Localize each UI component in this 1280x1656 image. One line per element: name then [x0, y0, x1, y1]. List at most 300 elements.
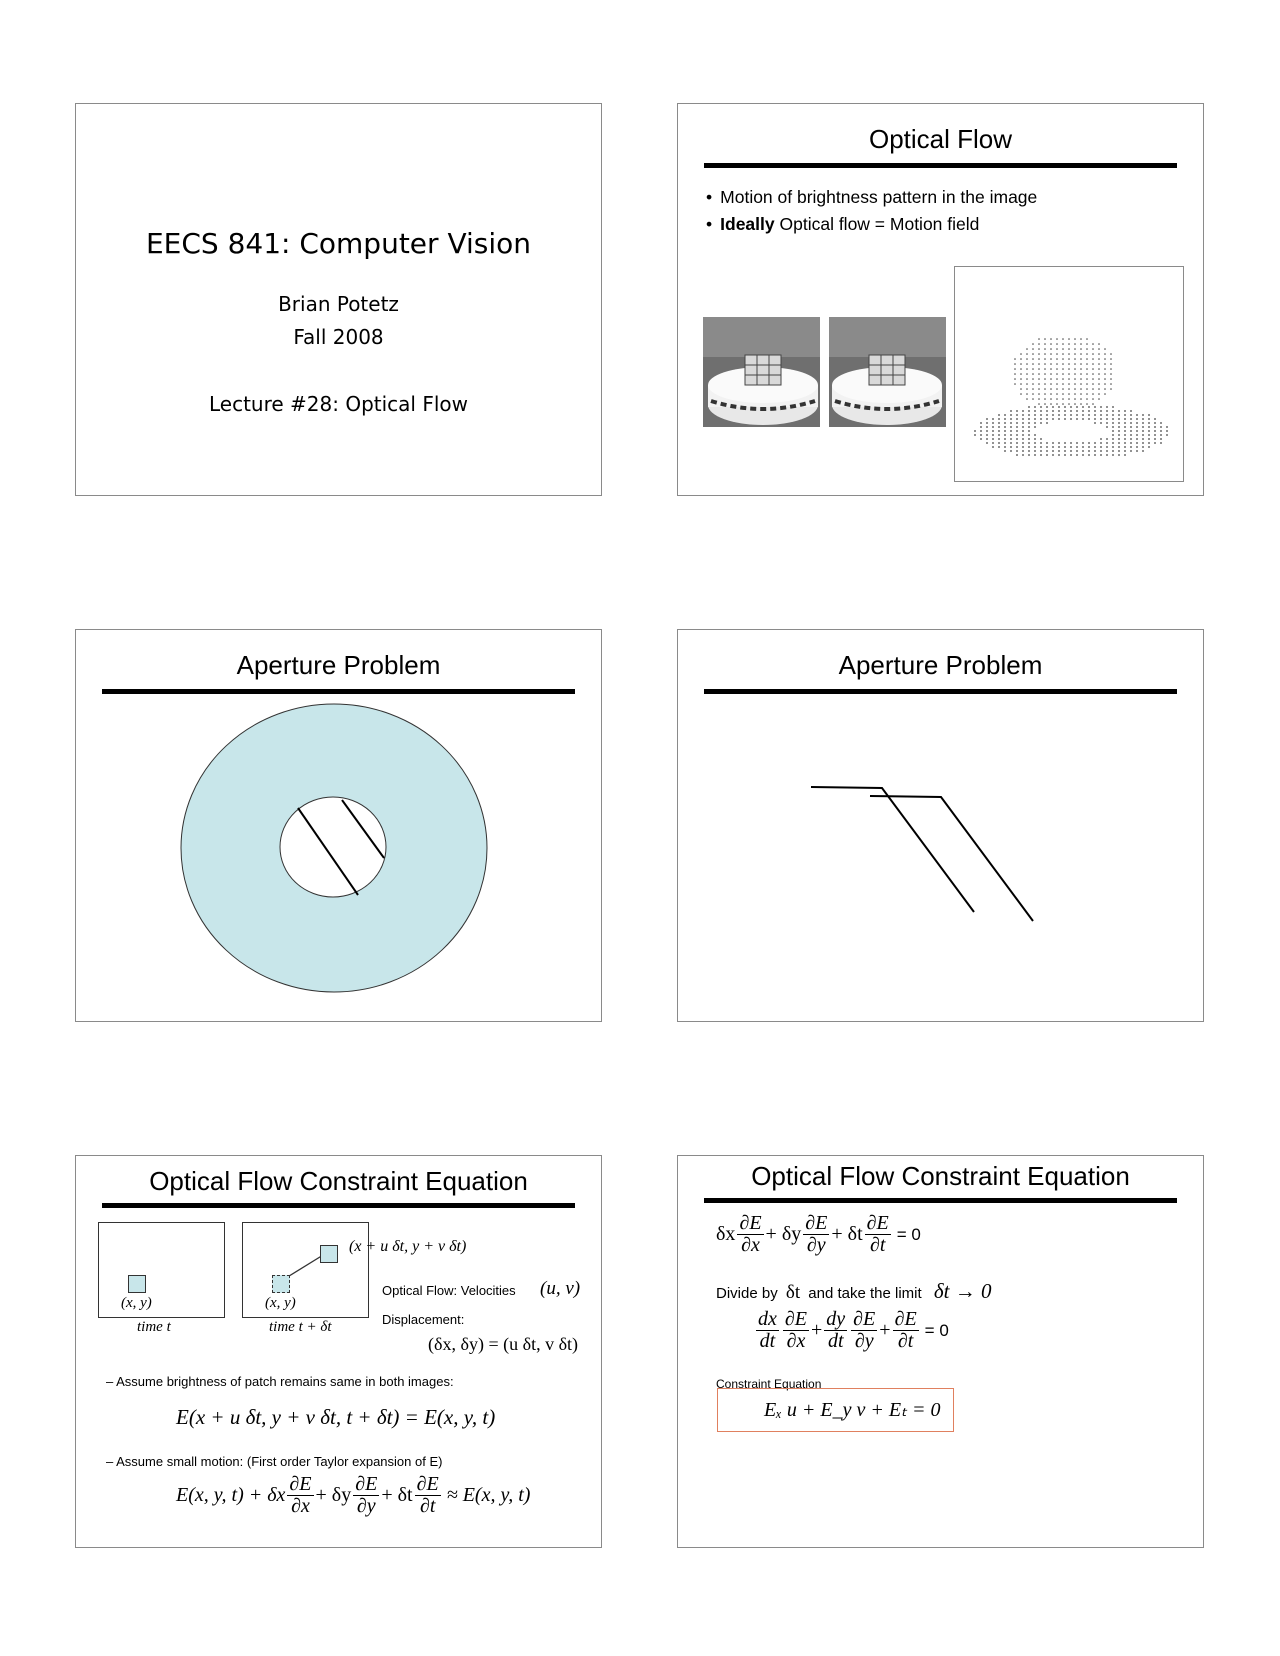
flow-vector-dot: [1092, 353, 1094, 355]
flow-vector-dot: [1068, 348, 1070, 350]
flow-vector-dot: [1068, 358, 1070, 360]
flow-vector-dot: [1074, 343, 1076, 345]
flow-vector-dot: [1076, 450, 1078, 452]
flow-vector-dot: [1058, 446, 1060, 448]
flow-vector-dot: [1076, 454, 1078, 456]
flow-vector-dot: [1028, 446, 1030, 448]
flow-vector-dot: [1110, 358, 1112, 360]
flow-vector-dot: [1032, 378, 1034, 380]
flow-vector-dot: [1040, 442, 1042, 444]
flow-vector-dot: [1074, 338, 1076, 340]
flow-vector-dot: [1118, 442, 1120, 444]
flow-vector-dot: [1056, 368, 1058, 370]
flow-vector-dot: [1076, 418, 1078, 420]
flow-vector-dot: [1092, 348, 1094, 350]
flow-vector-dot: [1010, 418, 1012, 420]
flow-vector-dot: [1106, 450, 1108, 452]
flow-vector-dot: [1034, 426, 1036, 428]
flow-vector-dot: [1112, 434, 1114, 436]
flow-vector-dot: [1106, 454, 1108, 456]
time-t-label: time t: [137, 1319, 171, 1335]
flow-vector-dot: [992, 430, 994, 432]
flow-vector-dot: [1112, 406, 1114, 408]
flow-vector-dot: [1110, 363, 1112, 365]
flow-vector-dot: [1040, 422, 1042, 424]
flow-vector-dot: [1124, 454, 1126, 456]
flow-vector-dot: [1148, 430, 1150, 432]
flow-vector-dot: [1080, 343, 1082, 345]
flow-vector-dot: [1046, 418, 1048, 420]
flow-vector-dot: [1136, 446, 1138, 448]
flow-vector-dot: [1104, 378, 1106, 380]
frame-time-t-dt: [242, 1222, 369, 1318]
flow-vector-dot: [1086, 373, 1088, 375]
flow-vector-dot: [1142, 434, 1144, 436]
flow-vector-dot: [1004, 450, 1006, 452]
edge-time-t-dt: [870, 796, 1033, 921]
flow-vector-dot: [1092, 378, 1094, 380]
flow-vector-dot: [1136, 450, 1138, 452]
flow-vector-dot: [1080, 353, 1082, 355]
author-name: Brian Potetz: [278, 292, 399, 316]
flow-vector-dot: [1016, 442, 1018, 444]
flow-vector-dot: [1074, 378, 1076, 380]
flow-vector-dot: [1074, 373, 1076, 375]
flow-vector-dot: [1056, 388, 1058, 390]
flow-vector-dot: [1098, 353, 1100, 355]
flow-vector-dot: [1010, 450, 1012, 452]
flow-vector-dot: [1094, 410, 1096, 412]
flow-vector-dot: [1088, 406, 1090, 408]
flow-vector-dot: [1098, 383, 1100, 385]
flow-vector-dot: [1106, 426, 1108, 428]
flow-vector-dot: [1098, 343, 1100, 345]
flow-vector-dot: [1130, 450, 1132, 452]
slide-constraint-equation-1: [75, 1155, 602, 1548]
flow-vector-dot: [1160, 442, 1162, 444]
flow-vector-dot: [1026, 363, 1028, 365]
flow-vector-dot: [1094, 414, 1096, 416]
flow-vector-dot: [1058, 454, 1060, 456]
flow-vector-dot: [1112, 438, 1114, 440]
flow-vector-dot: [1050, 353, 1052, 355]
flow-vector-dot: [1050, 383, 1052, 385]
flow-vector-dot: [1016, 454, 1018, 456]
flow-vector-dot: [1118, 438, 1120, 440]
flow-vector-dot: [1020, 378, 1022, 380]
flow-vector-dot: [1044, 393, 1046, 395]
flow-vector-dot: [1098, 358, 1100, 360]
flow-vector-dot: [1106, 406, 1108, 408]
flow-vector-dot: [986, 422, 988, 424]
flow-vector-dot: [1088, 446, 1090, 448]
flow-vector-dot: [1056, 338, 1058, 340]
flow-vector-dot: [1044, 368, 1046, 370]
flow-vector-dot: [1100, 450, 1102, 452]
flow-vector-dot: [1166, 430, 1168, 432]
flow-vector-dot: [1080, 338, 1082, 340]
displacement-equation: (δx, δy) = (u δt, v δt): [428, 1334, 579, 1354]
flow-vector-dot: [1044, 388, 1046, 390]
flow-vector-dot: [1014, 383, 1016, 385]
flow-vector-dot: [1056, 398, 1058, 400]
flow-vector-dot: [1082, 454, 1084, 456]
constraint-label: Constraint Equation: [716, 1377, 822, 1391]
flow-vector-dot: [1040, 414, 1042, 416]
flow-vector-dot: [1160, 438, 1162, 440]
flow-vector-dot: [1068, 398, 1070, 400]
flow-vector-dot: [1100, 422, 1102, 424]
flow-vector-dot: [1142, 442, 1144, 444]
flow-vector-dot: [1086, 338, 1088, 340]
assumption-brightness: – Assume brightness of patch remains same in both images:: [106, 1374, 454, 1389]
flow-vector-dot: [1086, 348, 1088, 350]
flow-vector-dot: [1034, 446, 1036, 448]
flow-vector-dot: [1086, 343, 1088, 345]
flow-vector-dot: [1098, 378, 1100, 380]
flow-vector-dot: [1032, 353, 1034, 355]
flow-vector-dot: [1082, 446, 1084, 448]
flow-vector-dot: [1080, 388, 1082, 390]
flow-vector-dot: [1106, 422, 1108, 424]
flow-vector-dot: [1080, 358, 1082, 360]
flow-vector-dot: [1004, 426, 1006, 428]
flow-vector-dot: [1160, 422, 1162, 424]
flow-vector-dot: [1074, 363, 1076, 365]
flow-vector-dot: [1062, 378, 1064, 380]
flow-vector-dot: [1136, 418, 1138, 420]
flow-vector-dot: [1076, 446, 1078, 448]
flow-vector-dot: [1080, 373, 1082, 375]
flow-vector-dot: [1080, 348, 1082, 350]
flow-vector-dot: [1038, 358, 1040, 360]
flow-vector-dot: [1050, 403, 1052, 405]
flow-vector-dot: [1076, 410, 1078, 412]
flow-vector-dot: [1112, 446, 1114, 448]
flow-vector-dot: [1062, 368, 1064, 370]
flow-vector-dot: [1112, 426, 1114, 428]
flow-vector-dot: [1034, 450, 1036, 452]
flow-vector-dot: [1118, 430, 1120, 432]
flow-vector-dot: [1046, 442, 1048, 444]
flow-vector-dot: [1056, 373, 1058, 375]
flow-vector-dot: [998, 422, 1000, 424]
flow-vector-dot: [1098, 368, 1100, 370]
flow-vector-dot: [1092, 343, 1094, 345]
flow-vector-dot: [1050, 393, 1052, 395]
flow-vector-dot: [1082, 450, 1084, 452]
flow-vector-dot: [1032, 398, 1034, 400]
flow-vector-dot: [1040, 438, 1042, 440]
flow-vector-dot: [998, 446, 1000, 448]
flow-vector-dot: [974, 434, 976, 436]
flow-vector-dot: [1056, 393, 1058, 395]
flow-vector-dot: [1038, 343, 1040, 345]
flow-vector-dot: [1094, 418, 1096, 420]
flow-vector-dot: [998, 430, 1000, 432]
flow-vector-dot: [1004, 430, 1006, 432]
flow-vector-dot: [1124, 422, 1126, 424]
patch-position-label: (x, y): [265, 1295, 296, 1311]
flow-vector-dot: [1098, 363, 1100, 365]
flow-vector-dot: [1068, 373, 1070, 375]
flow-vector-dot: [1106, 438, 1108, 440]
flow-vector-dot: [1056, 353, 1058, 355]
flow-vector-dot: [980, 422, 982, 424]
flow-vector-dot: [1070, 410, 1072, 412]
flow-vector-dot: [1058, 414, 1060, 416]
flow-vector-dot: [1052, 414, 1054, 416]
flow-vector-dot: [1004, 418, 1006, 420]
flow-vector-dot: [1034, 406, 1036, 408]
flow-vector-dot: [1028, 434, 1030, 436]
flow-vector-dot: [1098, 373, 1100, 375]
flow-vector-dot: [1100, 442, 1102, 444]
flow-vector-dot: [1124, 418, 1126, 420]
flow-vector-dot: [1010, 410, 1012, 412]
flow-vector-dot: [1032, 368, 1034, 370]
flow-vector-dot: [1076, 414, 1078, 416]
flow-vector-dot: [1064, 442, 1066, 444]
patch: [128, 1275, 146, 1293]
flow-vector-dot: [1050, 358, 1052, 360]
flow-vector-dot: [1110, 373, 1112, 375]
flow-vector-dot: [1148, 418, 1150, 420]
flow-vector-dot: [1070, 442, 1072, 444]
flow-vector-dot: [1040, 406, 1042, 408]
flow-vector-dot: [1062, 373, 1064, 375]
flow-vector-dot: [1068, 338, 1070, 340]
flow-vector-dot: [1118, 418, 1120, 420]
flow-vector-dot: [1154, 418, 1156, 420]
flow-vector-dot: [1148, 426, 1150, 428]
flow-vector-dot: [1010, 442, 1012, 444]
flow-vector-dot: [980, 426, 982, 428]
flow-vector-dot: [1104, 373, 1106, 375]
flow-vector-dot: [1094, 450, 1096, 452]
flow-vector-dot: [1124, 446, 1126, 448]
flow-vector-dot: [1094, 422, 1096, 424]
flow-vector-dot: [1016, 450, 1018, 452]
flow-vector-dot: [1086, 388, 1088, 390]
flow-vector-dot: [992, 446, 994, 448]
flow-vector-dot: [1040, 446, 1042, 448]
title-rule: [102, 1203, 575, 1208]
flow-vector-dot: [1044, 363, 1046, 365]
flow-vector-dot: [1074, 393, 1076, 395]
flow-vector-dot: [1100, 414, 1102, 416]
flow-vector-dot: [1020, 368, 1022, 370]
flow-vector-dot: [1136, 422, 1138, 424]
assumption-small-motion: – Assume small motion: (First order Taylor expansion of E): [106, 1454, 443, 1469]
flow-vector-dot: [1056, 343, 1058, 345]
flow-vector-dot: [1112, 422, 1114, 424]
flow-vector-dot: [1136, 430, 1138, 432]
flow-vector-dot: [1154, 434, 1156, 436]
flow-vector-dot: [1004, 446, 1006, 448]
flow-vector-dot: [1080, 393, 1082, 395]
flow-vector-dot: [1106, 446, 1108, 448]
flow-vector-dot: [1092, 363, 1094, 365]
flow-vector-dot: [1052, 446, 1054, 448]
flow-vector-dot: [1052, 406, 1054, 408]
flow-vector-dot: [1064, 406, 1066, 408]
flow-vector-dot: [1058, 442, 1060, 444]
flow-vector-dot: [1112, 442, 1114, 444]
slide-heading: Optical Flow: [868, 124, 1013, 154]
flow-vector-dot: [1032, 348, 1034, 350]
flow-vector-dot: [1104, 388, 1106, 390]
flow-vector-dot: [1130, 442, 1132, 444]
flow-vector-dot: [1028, 414, 1030, 416]
constraint-box: [717, 1388, 954, 1432]
flow-vector-dot: [1062, 403, 1064, 405]
flow-vector-dot: [1038, 353, 1040, 355]
flow-vector-dot: [1044, 353, 1046, 355]
flow-vector-dot: [1026, 383, 1028, 385]
displacement-text: Displacement:: [382, 1312, 465, 1327]
flow-vector-dot: [980, 438, 982, 440]
flow-vector-dot: [1076, 406, 1078, 408]
slide-aperture-problem-2: [677, 629, 1204, 1022]
flow-vector-dot: [1016, 438, 1018, 440]
flow-vector-dot: [1026, 393, 1028, 395]
flow-vector-dot: [1032, 393, 1034, 395]
flow-vector-dot: [1064, 446, 1066, 448]
flow-vector-dot: [1032, 388, 1034, 390]
slide-constraint-equation-2: [677, 1155, 1204, 1548]
flow-vector-dot: [1026, 373, 1028, 375]
flow-vector-dot: [1110, 388, 1112, 390]
flow-vector-dot: [1056, 363, 1058, 365]
differential-equation: δx $\frac{\partial E}{\partial x}$ + δy $\frac{\partial E}{\partial y}$ + δt $\frac{\partial E}{\partial t}$ = 0: [716, 1212, 921, 1256]
flow-vector-dot: [1088, 450, 1090, 452]
flow-vector-dot: [1142, 422, 1144, 424]
flow-vector-dot: [1014, 363, 1016, 365]
flow-vector-dot: [1022, 446, 1024, 448]
flow-vector-dot: [1010, 438, 1012, 440]
flow-vector-dot: [1050, 378, 1052, 380]
flow-vector-dot: [1050, 343, 1052, 345]
velocities-text: Optical Flow: Velocities: [382, 1283, 516, 1298]
flow-vector-dot: [1052, 410, 1054, 412]
flow-vector-dot: [1022, 418, 1024, 420]
flow-vector-dot: [992, 418, 994, 420]
flow-vector-dot: [1094, 442, 1096, 444]
flow-vector-dot: [1106, 414, 1108, 416]
flow-vector-dot: [1092, 373, 1094, 375]
flow-vector-dot: [1130, 434, 1132, 436]
flow-vector-dot: [1160, 434, 1162, 436]
flow-vector-dot: [1034, 418, 1036, 420]
flow-vector-dot: [1016, 422, 1018, 424]
flow-vector-dot: [1016, 430, 1018, 432]
slide-heading: Aperture Problem: [838, 650, 1043, 680]
flow-vector-dot: [1112, 418, 1114, 420]
flow-vector-dot: [1028, 410, 1030, 412]
flow-vector-dot: [1026, 398, 1028, 400]
flow-vector-dot: [998, 438, 1000, 440]
flow-vector-dot: [1110, 383, 1112, 385]
flow-vector-dot: [1062, 353, 1064, 355]
course-title: EECS 841: Computer Vision: [145, 227, 532, 260]
flow-vector-dot: [1044, 373, 1046, 375]
flow-vector-dot: [1160, 426, 1162, 428]
flow-vector-dot: [1056, 378, 1058, 380]
flow-vector-dot: [1118, 446, 1120, 448]
flow-vector-dot: [1074, 348, 1076, 350]
flow-vector-dot: [1028, 418, 1030, 420]
flow-vector-dot: [1080, 378, 1082, 380]
flow-vector-dot: [1092, 393, 1094, 395]
flow-vector-dot: [1034, 422, 1036, 424]
flow-vector-dot: [1046, 446, 1048, 448]
flow-vector-dot: [1124, 414, 1126, 416]
flow-vector-dot: [1020, 363, 1022, 365]
flow-vector-dot: [1022, 442, 1024, 444]
flow-vector-dot: [1050, 398, 1052, 400]
flow-vector-dot: [986, 430, 988, 432]
flow-vector-dot: [1092, 403, 1094, 405]
flow-vector-dot: [1148, 446, 1150, 448]
flow-vector-dot: [1118, 434, 1120, 436]
flow-vector-dot: [1010, 426, 1012, 428]
constraint-equation: Eₓ u + E_y v + Eₜ = 0: [764, 1399, 941, 1421]
flow-vector-dot: [1052, 450, 1054, 452]
slide-heading: Aperture Problem: [236, 650, 441, 680]
flow-vector-dot: [1058, 450, 1060, 452]
flow-vector-dot: [1160, 430, 1162, 432]
flow-vector-dot: [1022, 422, 1024, 424]
flow-vector-dot: [1086, 368, 1088, 370]
flow-vector-dot: [1058, 406, 1060, 408]
flow-vector-dot: [1068, 403, 1070, 405]
flow-vector-dot: [1050, 373, 1052, 375]
flow-vector-dot: [1062, 338, 1064, 340]
limit-equation: $\frac{dx}{dt}$ $\frac{\partial E}{\partial x}$ + $\frac{dy}{dt}$ $\frac{\partial E}{\partial y}$ + $\frac{\partial E}{\partial t}$ = 0: [758, 1308, 949, 1352]
flow-vector-dot: [1010, 446, 1012, 448]
bullet-item: • Ideally Optical flow = Motion field: [706, 211, 1037, 238]
flow-vector-dot: [1070, 406, 1072, 408]
flow-vector-dot: [1020, 388, 1022, 390]
flow-vector-dot: [1154, 426, 1156, 428]
flow-vector-dot: [1062, 343, 1064, 345]
flow-vector-dot: [986, 426, 988, 428]
slide-optical-flow: [677, 103, 1204, 496]
flow-vector-dot: [1062, 358, 1064, 360]
flow-vector-dot: [1028, 454, 1030, 456]
flow-vector-dot: [1064, 418, 1066, 420]
flow-vector-dot: [1016, 446, 1018, 448]
original-patch: [272, 1275, 290, 1293]
flow-vector-dot: [1136, 414, 1138, 416]
slide-heading: Optical Flow Constraint Equation: [751, 1161, 1130, 1191]
flow-vector-dot: [974, 430, 976, 432]
flow-vector-dot: [1130, 410, 1132, 412]
flow-vector-dot: [1112, 454, 1114, 456]
flow-vector-dot: [1086, 383, 1088, 385]
flow-vector-dot: [1004, 422, 1006, 424]
flow-vector-dot: [1070, 446, 1072, 448]
flow-vector-dot: [1080, 398, 1082, 400]
flow-vector-dot: [1044, 348, 1046, 350]
flow-vector-dot: [980, 434, 982, 436]
flow-vector-dot: [1016, 434, 1018, 436]
flow-vector-dot: [1022, 450, 1024, 452]
flow-vector-dot: [1020, 383, 1022, 385]
flow-vector-dot: [1148, 414, 1150, 416]
flow-vector-dot: [1016, 426, 1018, 428]
